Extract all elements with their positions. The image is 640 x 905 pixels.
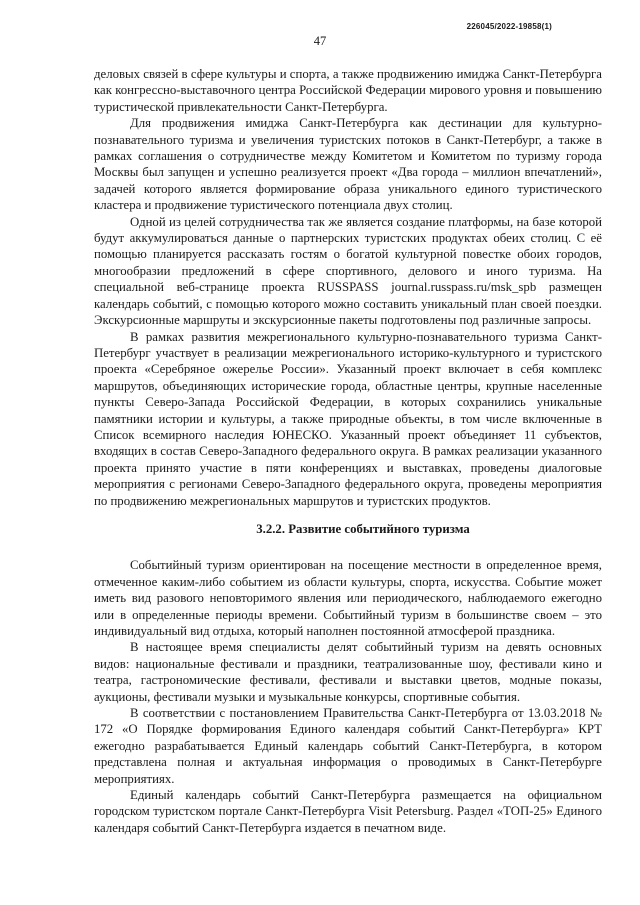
- paragraph: Для продвижения имиджа Санкт-Петербурга как дестинации для культурно-познавательного туризма и увеличения туристских потоков в Санкт-Петербург, а также в рамках соглашения о сотрудничестве между Комитетом и Комитетом по туризму города Москвы был запущен и успешно реализуется проект «Два города – миллион впечатлений», задачей которого является формирование образа уникального единого туристического кластера и продвижение туристического потенциала двух столиц.: [94, 116, 602, 213]
- spacer: [94, 537, 602, 549]
- paragraph: Единый календарь событий Санкт-Петербурга размещается на официальном городском туристском портале Санкт-Петербурга Visit Petersburg. Раздел «ТОП-25» Единого календаря событий Санкт-Петербурга издается в печатном виде.: [94, 788, 602, 835]
- paragraph: В рамках развития межрегионального культурно-познавательного туризма Санкт-Петербург участвует в реализации межрегионального историко-культурного и туристского проекта «Серебряное ожерелье России». Указанный проект включает в себя комплекс маршрутов, объединяющих исторические города, областные центры, крупные населенные пункты Северо-Запада Российской Федерации, в которых сохранились уникальные памятники истории и культуры, а также природные объекты, в том числе включенные в Список всемирного наследия ЮНЕСКО. Указанный проект объединяет 11 субъектов, входящих в состав Северо-Западного федерального округа. В рамках реализации указанного проекта принято участие в пяти конференциях и выставках, проведены диалоговые мероприятия с регионами Северо-Западного федерального округа, проведены мероприятия по продвижению межрегиональных маршрутов и туристских продуктов.: [94, 329, 602, 508]
- paragraph: В соответствии с постановлением Правительства Санкт-Петербурга от 13.03.2018 № 172 «О Порядке формирования Единого календаря событий Санкт-Петербурга» КРТ ежегодно разрабатывается Единый календарь событий Санкт-Петербурга, в котором представлена полная и актуальная информация о проводимых в Санкт-Петербурге мероприятиях.: [94, 706, 602, 786]
- page-number: 47: [313, 34, 327, 48]
- paragraph: деловых связей в сфере культуры и спорта, а также продвижению имиджа Санкт-Петербурга как конгрессно-выставочного центра Российской Федерации мирового уровня и повышению туристической привлекательности Санкт-Петербурга.: [94, 67, 602, 114]
- spacer: [94, 549, 602, 557]
- spacer: [94, 509, 602, 521]
- document-body: [94, 66, 602, 836]
- document-id: 226045/2022-19858(1): [466, 22, 552, 31]
- paragraph: Одной из целей сотрудничества так же является создание платформы, на базе которой будут аккумулироваться данные о партнерских туристских продуктах обеих столиц. С её помощью планируется рассказать гостям о богатой культурной повестке обоих городов, многообразии предложений в сфере спортивного, делового и иного туризма. На специальной веб-странице проекта RUSSPASS journal.russpass.ru/msk_spb размещен календарь событий, с помощью которого можно составить уникальный план своей поездки. Экскурсионные маршруты и экскурсионные пакеты подготовлены под различные запросы.: [94, 214, 602, 328]
- paragraph: В настоящее время специалисты делят событийный туризм на девять основных видов: национальные фестивали и праздники, театрализованные шоу, фестивали кино и театра, гастрономические фестивали, фестивали и выставки цветов, модные показы, аукционы, фестивали музыки и музыкальные конкурсы, спортивные события.: [94, 640, 602, 704]
- paragraph: Событийный туризм ориентирован на посещение местности в определенное время, отмеченное каким-либо событием из области культуры, спорта, искусства. Событие может иметь вид разового неповторимого явления или периодического, наблюдаемого ежегодно или в определенные периоды времени. Событийный туризм в большинстве своем – это индивидуальный вид отдыха, который наполнен постоянной атмосферой праздника.: [94, 558, 602, 638]
- section-heading: 3.2.2. Развитие событийного туризма: [256, 521, 470, 536]
